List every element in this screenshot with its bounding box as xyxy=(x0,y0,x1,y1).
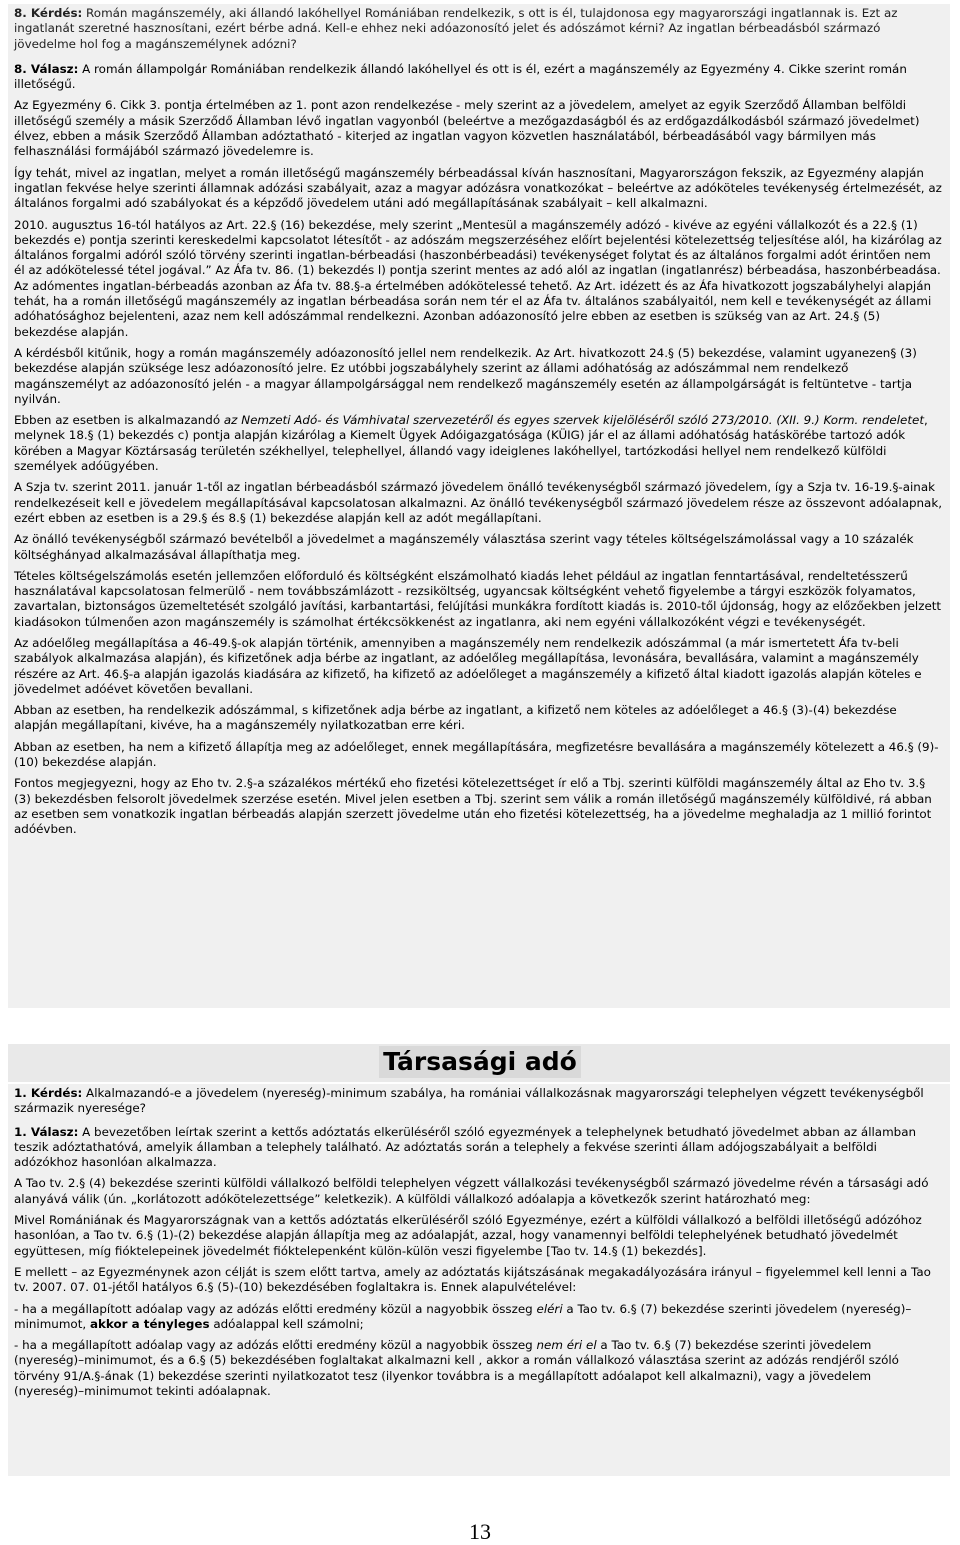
paragraph: Abban az esetben, ha nem a kifizető állapítja meg az adóelőleget, ennek megállapítására, megfizetésre bevallására a magánszemély kötelezett a 46.§ (9)-(10) bekezdése alapján. xyxy=(14,739,939,770)
paragraph: A Tao tv. 2.§ (4) bekezdése szerinti külföldi vállalkozó belföldi telephelyen végzett vállalkozási tevékenységből származó jövedelme révén a társasági adó alanyává válik (ún. „korlátozott adókötelezettsége” keletkezik). A külföldi vállalkozó adóalapja a következők szerint határozható meg: xyxy=(14,1176,929,1206)
paragraph: Mivel Romániának és Magyarországnak van a kettős adóztatás elkerüléséről szóló Egyezménye, ezért a külföldi vállalkozó a belföldi illetőségű adózóhoz hasonlóan, a Tao tv. 6.§ (1)-(2) bekezdése alapján állapítja meg az adóalapját, azzal, hogy vanamennyi belföldi telephelyének betudható jövedelmét együttesen, míg fióktelepeinek jövedelmét fióktelepenként külön-külön veszi figyelembe [Tao tv. 14.§ (1) bekezdés]. xyxy=(14,1213,922,1258)
answer-8 xyxy=(14,62,944,93)
question-label: 1. Kérdés: xyxy=(14,1086,83,1100)
question-8 xyxy=(14,6,944,52)
answer-intro: A román állampolgár Romániában rendelkezik állandó lakóhellyel és ott is él, ezért a magánszemély az Egyezmény 4. Cikke szerint román illetőségű. xyxy=(14,61,907,92)
text-run: - ha a megállapított adóalap vagy az adózás előtti eredmény közül a nagyobbik összeg xyxy=(14,1301,537,1316)
section-title-text: Társasági adó xyxy=(379,1046,581,1078)
question-text: Román magánszemély, aki állandó lakóhellyel Romániában rendelkezik, s ott is él, tulajdonosa egy magyarországi ingatlannak is. Ezt az ingatlanát szeretné hasznosítani, ezért bérbe adná. Kell-e ehhez neki adóazonosító jelet és adószámot kérni? Az ingatlan bérbeadásból származó jövedelme hol fog a magánszemélynek adózni? xyxy=(14,6,898,51)
paragraph: Az Egyezmény 6. Cikk 3. pontja értelmében az 1. pont azon rendelkezése - mely szerint az a jövedelem, amelyet az egyik Szerződő Államban belföldi illetőségű személy a másik Szerződő Államban lévő ingatlan vagyonból (beleértve a mezőgazdaságból és az erdőgazdálkodásból származó jövedelmet) élvez, ebben a másik Szerződő Államban adóztatható - kiterjed az ingatlan vagyon közvetlen használatából, bérbeadásából vagy bármilyen más felhasználási formájából származó jövedelemre is. xyxy=(14,98,920,159)
text-run: akkor a tényleges xyxy=(89,1316,210,1331)
question-1 xyxy=(14,1086,944,1117)
question-label: 8. Kérdés: xyxy=(14,6,83,20)
text-run: - ha a megállapított adóalap vagy az adózás előtti eredmény közül a nagyobbik összeg xyxy=(14,1338,537,1353)
text-run: eléri xyxy=(536,1301,563,1316)
regulation-title: az Nemzeti Adó- és Vámhivatal szervezetéről és egyes szervek kijelöléséről szóló 273/2010. (XII. 9.) Korm. rendeletet xyxy=(223,413,924,428)
text-run: , melynek 18.§ (1) bekezdés c) pontja alapján kizárólag a Kiemelt Ügyek Adóigazgatósága (KÜIG) jár el az állami adóhatóság hatáskörébe tartozó adók körében a Magyar Köztársaság területén székhellyel, telephellyel, állandó vagy ideiglenes lakóhellyel, tartózkodási hellyel nem rendelkező külföldi személyek adóügyében. xyxy=(14,413,928,474)
paragraph: Így tehát, mivel az ingatlan, melyet a román illetőségű magánszemély bérbeadással kíván hasznosítani, Magyarországon fekszik, az Egyezmény alapján ingatlan fekvése helye szerinti államnak adózási szabályait, azaz a magyar adózásra vonatkozókat – beleértve az adóköteles tevékenység értelmezését, az általános forgalmi adó szabályokat és a képződő jövedelem utáni adó megállapításának szabályait – kell alkalmazni. xyxy=(14,165,942,211)
paragraph: Abban az esetben, ha rendelkezik adószámmal, s kifizetőnek adja bérbe az ingatlant, a kifizető nem köteles az adóelőleget a 46.§ (3)-(4) bekezdése alapján megállapítani, kivéve, ha a magánszemély nyilatkozatban erre kéri. xyxy=(14,703,897,733)
answer-intro: A bevezetőben leírtak szerint a kettős adóztatás elkerüléséről szóló egyezmények a telephelynek betudható jövedelmet abban az államban teszik adóztathatóvá, amelyik államban a telephely található. Az adóztatás során a telephely a fekvése szerinti állam adójogszabályait a belföldi adózókhoz hasonlóan alkalmazza. xyxy=(14,1124,917,1170)
paragraph: Az adóelőleg megállapítása a 46-49.§-ok alapján történik, amennyiben a magánszemély nem rendelkezik adószámmal (a már ismertetett Áfa tv-beli szabályok alkalmazása alapján), és kifizetőnek adja bérbe az ingatlant, az adóelőleg megállapítása, levonására, bevallására, valamint a magánszemély részére az Art. 46.§-a alapján igazolás kiadására az kifizető, ha kifizető az adóelőleget a magánszemély a kifizető által kiadott igazolás alapján köteles e jövedelmet adóévet követően bevallani. xyxy=(14,635,922,696)
answer-label: 1. Válasz: xyxy=(14,1124,79,1139)
paragraph: Az önálló tevékenységből származó bevételből a jövedelmet a magánszemély választása szerint vagy tételes költségelszámolással vagy a 10 százalék költséghányad alkalmazásával állapíthatja meg. xyxy=(14,532,914,562)
text-run: nem éri el xyxy=(536,1338,597,1353)
section-title xyxy=(0,1046,960,1078)
paragraph xyxy=(14,413,944,474)
paragraph: A kérdésből kitűnik, hogy a román magánszemély adóazonosító jellel nem rendelkezik. Az Art. hivatkozott 24.§ (5) bekezdése, valamint ugyanezen§ (3) bekezdése alapján szüksége lesz adóazonosító jelre. Ez utóbbi jogszabályhely szerint az állami adóhatóság az adószámmal nem rendelkező magánszemélyt az adóazonosító jelén - a magyar állampolgársággal nem rendelkező magánszemély esetén az állampolgárságát is feltüntetve - tartja nyilván. xyxy=(14,345,917,406)
paragraph: E mellett – az Egyezménynek azon célját is szem előtt tartva, amely az adóztatás kijátszásának megakadályozására irányul – figyelemmel kell lenni a Tao tv. 2007. 07. 01-jétől hatályos 6.§ (5)-(10) bekezdésében foglaltakra is. Ennek alapulvételével: xyxy=(14,1264,931,1295)
page-number: 13 xyxy=(469,1519,491,1544)
text-run: a Tao tv. 6.§ (7) bekezdése szerinti jövedelem (nyereség)–minimumot, és a 6.§ (5) bekezdésében foglaltakat alkalmazni kell , akkor a román vállalkozó választása szerint az adózás rendjéről szóló törvény 91/A.§-ának (1) bekezdése szerinti nyilatkozatot tesz (ilyenkor továbbra is a megállapított adóalapot kell alkalmazni), vagy a jövedelem (nyereség)–minimumot tekinti adóalapnak. xyxy=(14,1338,899,1399)
answer-label: 8. Válasz: xyxy=(14,61,79,76)
paragraph: A Szja tv. szerint 2011. január 1-től az ingatlan bérbeadásból származó jövedelem önálló tevékenységből származó jövedelem, így a Szja tv. 16-19.§-ainak rendelkezéseit kell e jövedelem megállapításával kapcsolatosan alkalmazni. Az önálló tevékenységből származó jövedelem része az összevont adóalapnak, ezért ebben az esetben is a 29.§ és 8.§ (1) bekezdése alapján kell az adót megállapítani. xyxy=(14,480,943,525)
text-run: adóalappal kell számolni; xyxy=(209,1316,364,1331)
paragraph: 2010. augusztus 16-tól hatályos az Art. 22.§ (16) bekezdése, mely szerint „Mentesül a magánszemély adózó - kivéve az egyéni vállalkozót és a 22.§ (1) bekezdés e) pontja szerinti kereskedelmi kapcsolatot létesítőt - az adószám megszerzéséhez előírt bejelentési kötelezettség teljesítése alól, ha kizárólag az általános forgalmi adóról szóló törvény szerinti ingatlan-bérbeadási (haszonbérbeadási) tevékenységet folytat és az általános forgalmi adót érintően nem él az adókötelessé tétel jogával.” Az Áfa tv. 86. (1) bekezdés l) pontja szerint mentes az adó alól az ingatlan (ingatlanrész) bérbeadása, haszonbérbeadása. Az adómentes ingatlan-bérbeadás azonban az Áfa tv. 88.§-a értelmében adókötelessé tehető. Az Art. idézett és az Áfa hivatkozott jogszabályhelyi alapján tehát, ha a román illetőségű magánszemély az ingatlan bérbeadása során nem tér el az Áfa tv. általános szabályaitól, nem kell e tevékenységét az állami adóhatósághoz bejelenteni, azaz nem kell adószámmal rendelkezni. Azonban adóazonosító jelre ebben az esetben is szükség van az Art. 24.§ (5) bekezdése alapján. xyxy=(14,217,942,339)
text-run: Ebben az esetben is alkalmazandó xyxy=(14,413,224,428)
paragraph: Tételes költségelszámolás esetén jellemzően előforduló és költségként elszámolható kiadás lehet például az ingatlan fenntartásával, rendeltetésszerű használatával kapcsolatosan felmerülő - nem továbbszámlázott - rezsiköltség, ugyancsak költségként vehető figyelembe a tárgyi eszközök folyamatos, zavartalan, biztonságos üzemeltetését szolgáló javítási, karbantartási, felújítási munkákra fordított kiadás is. 2010-től újdonság, hogy az előzőekben jelzett kiadásokon túlmenően azon magánszemély is számolhat értékcsökkenést az ingatlanra, aki nem egyéni vállalkozóként végzi e tevékenységét. xyxy=(14,568,942,629)
text-run: a Tao tv. 6.§ (7) bekezdése szerinti jövedelem (nyereség)–minimumot, xyxy=(14,1301,912,1331)
question-text: Alkalmazandó-e a jövedelem (nyereség)-minimum szabálya, ha romániai vállalkozásnak magyarországi telephelyen végzett tevékenységből származik nyeresége? xyxy=(14,1086,924,1116)
paragraph xyxy=(14,1338,944,1399)
answer-1 xyxy=(14,1125,944,1171)
qa-block-szja xyxy=(8,4,950,1008)
paragraph xyxy=(14,1302,944,1333)
qa-block-tao xyxy=(8,1084,950,1476)
paragraph: Fontos megjegyezni, hogy az Eho tv. 2.§-a százalékos mértékű eho fizetési kötelezettséget ír elő a Tbj. szerinti külföldi magánszemély által az Eho tv. 3.§ (3) bekezdésben felsorolt jövedelmek szerzése esetén. Mivel jelen esetben a Tbj. szerint sem válik a román illetőségű magánszemély külföldivé, rá abban az esetben sem vonatkozik ingatlan bérbeadás alapján szerzett jövedelme után eho fizetési kötelezettség, ha a jövedelme meghaladja az 1 millió forintot adóévben. xyxy=(14,776,932,837)
